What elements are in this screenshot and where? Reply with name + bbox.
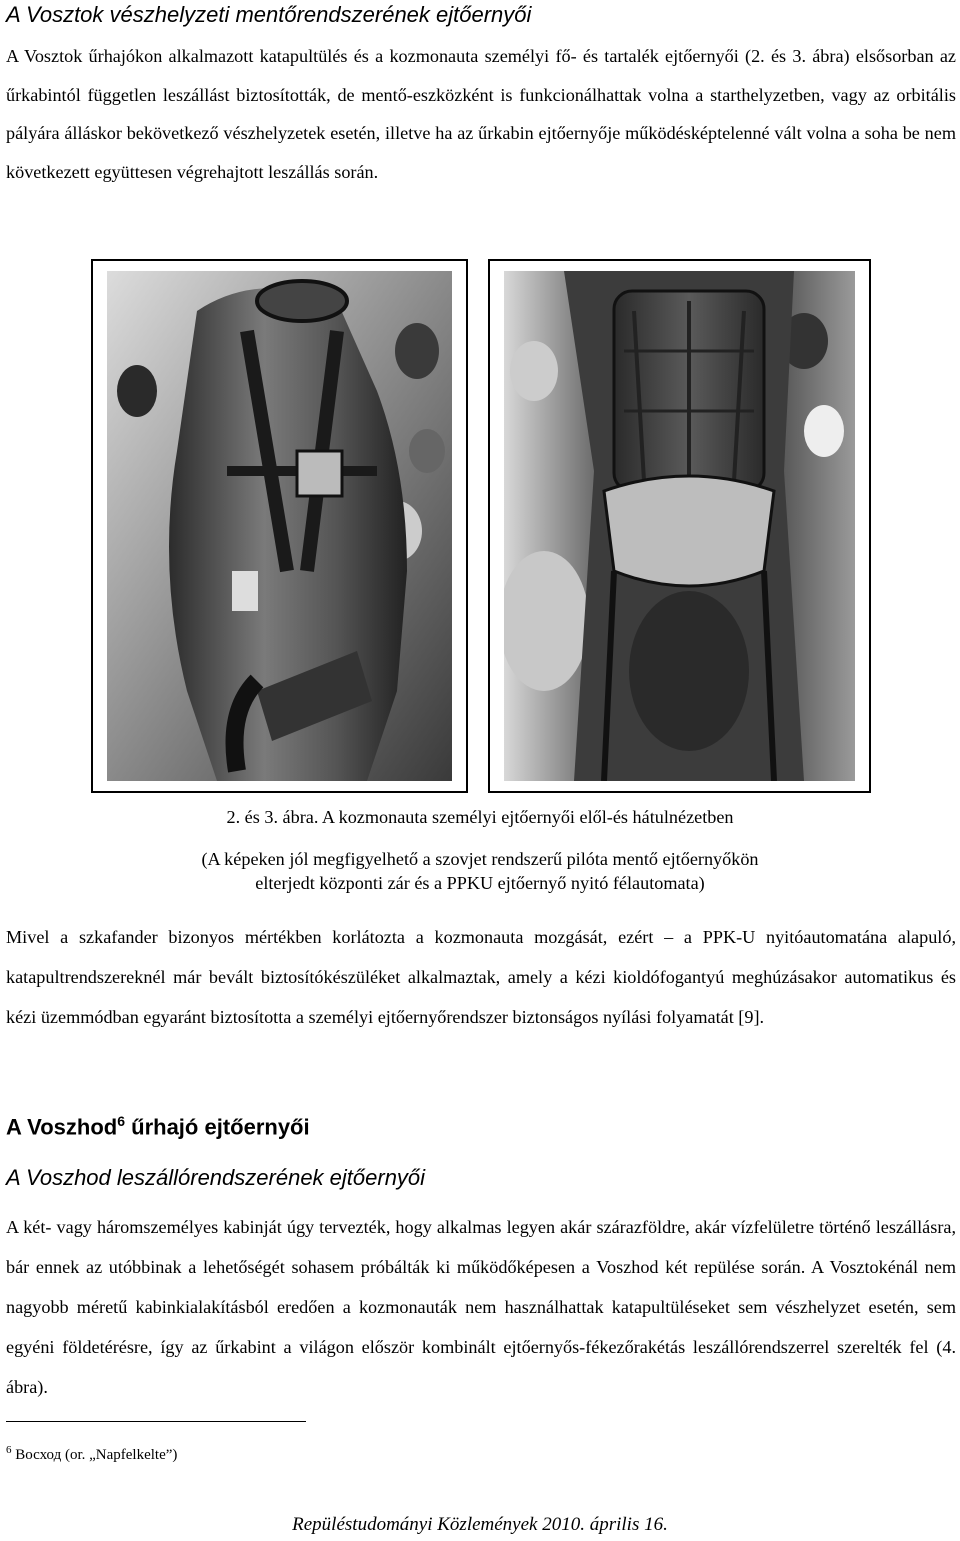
footnote-divider (6, 1421, 306, 1422)
subsection-heading: A Voszhod leszállórendszerének ejtőernyői (6, 1165, 426, 1190)
page-footer: Repüléstudományi Közlemények 2010. április 16. (292, 1514, 668, 1535)
paragraph-ppku: Mivel a szkafander bizonyos mértékben korlátozta a kozmonauta mozgását, ezért – a PPK-U nyitóautomatána alapuló, katapultrendszereknél már bevált biztosítókészüléket alkalmaztak, amely a kézi kioldófogantyú meghúzásakor automatikus és kézi üzemmódban egyaránt biztosította a személyi ejtőernyőrendszer biztonságos nyílási folyamatát [9]. (6, 927, 956, 1027)
paragraph-voszhod: A két- vagy háromszemélyes kabinját úgy tervezték, hogy alkalmas legyen akár szárazföldre, akár vízfelületre történő leszállásra, bár ennek az utóbbinak a lehetőségét sohasem próbálták ki működőképesen a Voszhod két repülése során. A Vosztokénál nem nagyobb méretű kabinkialakításból eredően a kozmonauták nem használhattak katapultüléseket sem vészhelyzet esetén, sem egyéni földetérésre, így az űrkabint a világon először kombinált ejtőernyős-fékezőrakétás leszállórendszerrel szerelték fel (4. ábra). (6, 1217, 956, 1397)
footnote (6, 1440, 177, 1465)
heading-text: űrhajó ejtőernyői (125, 1114, 310, 1140)
figure-caption-title: 2. és 3. ábra. A kozmonauta személyi ejtőernyői elől-és hátulnézetben (226, 807, 734, 827)
section-heading-voszhod (6, 1108, 310, 1140)
section-heading-vosztok: A Vosztok vészhelyzeti mentőrendszerének ejtőernyői (6, 2, 532, 27)
footnote-reference: 6 (117, 1113, 126, 1129)
figure-photo-front (91, 259, 468, 793)
heading-text: A Voszhod (6, 1114, 118, 1140)
figure-caption-line: (A képeken jól megfigyelhető a szovjet rendszerű pilóta mentő ejtőernyőkön (201, 849, 759, 869)
photo-rear-image (504, 271, 855, 781)
figure-caption-line: elterjedt központi zár és a PPKU ejtőernyő nyitó félautomata) (255, 873, 705, 893)
footnote-text: Восход (or. „Napfelkelte”) (11, 1447, 178, 1463)
footnote-number: 6 (6, 1444, 12, 1456)
photo-front-image (107, 271, 452, 781)
paragraph-vosztok: A Vosztok űrhajókon alkalmazott katapultülés és a kozmonauta személyi fő- és tartalék ejtőernyői (2. és 3. ábra) elsősorban az űrkabintól független leszállást biztosították, de mentő-eszközként is funkcionálhattak volna a starthelyzetben, vagy az orbitális pályára álláskor bekövetkező vészhelyzetek esetén, illetve ha az űrkabin ejtőernyője működésképtelenné vált volna a soha be nem következett együttesen végrehajtott leszállás során. (6, 46, 956, 182)
figure-photo-rear (488, 259, 871, 793)
